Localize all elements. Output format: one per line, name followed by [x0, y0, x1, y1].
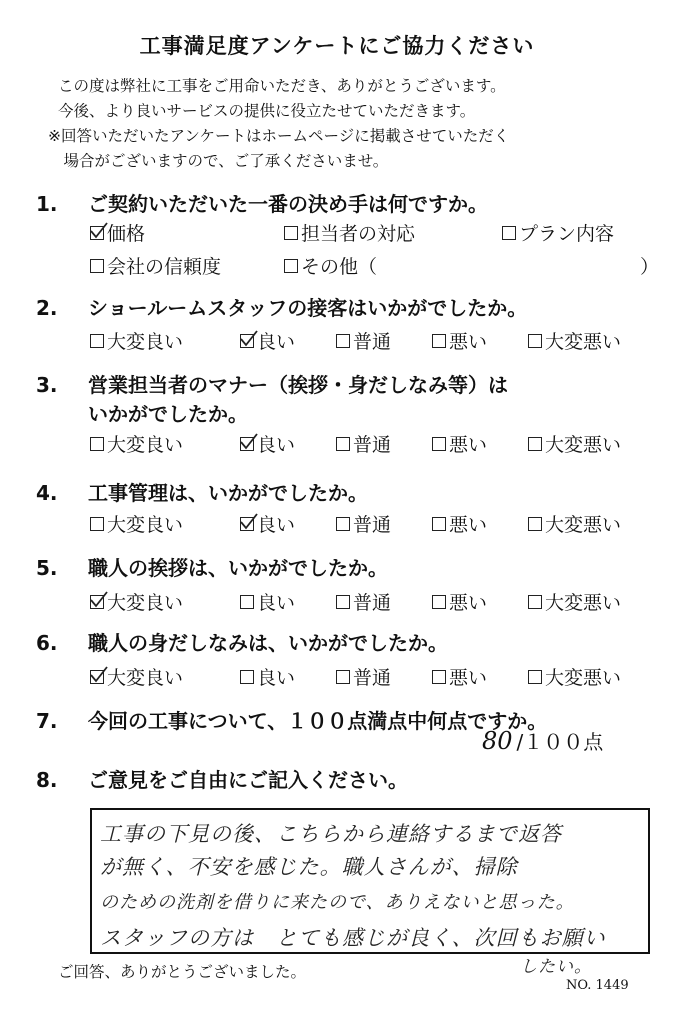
checkbox[interactable] [432, 517, 446, 531]
question-text: ショールームスタッフの接客はいかがでしたか。 [88, 296, 528, 320]
checkbox[interactable] [284, 259, 298, 273]
q6-option-normal[interactable] [336, 663, 391, 690]
option-label: 良い [257, 592, 296, 614]
q1-option-trust[interactable] [90, 252, 221, 279]
q2-option-very-good[interactable] [90, 327, 183, 354]
question-5 [36, 552, 388, 581]
q5-option-very-bad[interactable] [528, 588, 621, 615]
question-number: 2. [36, 296, 58, 320]
q6-option-good[interactable] [240, 663, 295, 690]
option-label: その他（ [301, 256, 378, 278]
comment-line-2: が無く、不安を感じた。職人さんが、掃除 [100, 855, 518, 879]
q1-option-price[interactable] [90, 219, 145, 246]
checkbox[interactable] [284, 226, 298, 240]
comment-line-3: のための洗剤を借りに来たので、ありえないと思った。 [100, 892, 575, 913]
score-suffix: /１００点 [516, 730, 604, 754]
checkbox[interactable] [528, 670, 542, 684]
checkbox-checked[interactable] [90, 226, 104, 240]
checkbox[interactable] [528, 595, 542, 609]
checkbox[interactable] [432, 595, 446, 609]
option-label: 悪い [449, 592, 488, 614]
question-number: 5. [36, 556, 58, 580]
q3-option-bad[interactable] [432, 430, 487, 457]
paren-close: ） [640, 256, 660, 278]
q6-option-very-bad[interactable] [528, 663, 621, 690]
q3-option-very-bad[interactable] [528, 430, 621, 457]
checkbox[interactable] [336, 334, 350, 348]
question-number: 3. [36, 373, 58, 397]
q2-option-very-bad[interactable] [528, 327, 621, 354]
intro-line-4: 場合がございますので、ご了承くださいませ。 [48, 152, 389, 170]
q3-option-good[interactable] [240, 430, 295, 457]
question-number: 7. [36, 709, 58, 733]
checkbox-checked[interactable] [240, 334, 254, 348]
option-label: 大変悪い [545, 331, 622, 353]
checkbox[interactable] [432, 670, 446, 684]
question-text: 今回の工事について、１００点満点中何点ですか。 [88, 709, 548, 733]
option-label: 悪い [449, 514, 488, 536]
q4-option-very-bad[interactable] [528, 510, 621, 537]
checkbox[interactable] [336, 595, 350, 609]
q6-option-very-good[interactable] [90, 663, 183, 690]
question-text: 工事管理は、いかがでしたか。 [88, 481, 368, 505]
q4-option-good[interactable] [240, 510, 295, 537]
option-label: 良い [257, 667, 296, 689]
option-label: 担当者の対応 [301, 223, 416, 245]
checkbox-checked[interactable] [90, 595, 104, 609]
option-label: 普通 [353, 514, 392, 536]
option-label: 普通 [353, 434, 392, 456]
question-text: ご契約いただいた一番の決め手は何ですか。 [88, 192, 488, 216]
option-label: 大変良い [107, 331, 184, 353]
q4-option-normal[interactable] [336, 510, 391, 537]
document-number: NO. 1449 [566, 978, 629, 993]
option-label: 会社の信頼度 [107, 256, 222, 278]
q2-option-normal[interactable] [336, 327, 391, 354]
option-label: 大変良い [107, 592, 184, 614]
checkbox[interactable] [90, 259, 104, 273]
question-number: 1. [36, 192, 58, 216]
question-number: 4. [36, 481, 58, 505]
form-title: 工事満足度アンケートにご協力ください [139, 34, 535, 58]
checkbox[interactable] [502, 226, 516, 240]
option-label: 普通 [353, 667, 392, 689]
option-label: 大変悪い [545, 592, 622, 614]
checkbox[interactable] [528, 517, 542, 531]
question-1 [36, 188, 488, 217]
question-3-text-cont: いかがでしたか。 [88, 402, 248, 426]
checkbox[interactable] [336, 437, 350, 451]
checkbox[interactable] [90, 517, 104, 531]
option-label: 良い [257, 434, 296, 456]
option-label: 大変悪い [545, 434, 622, 456]
comment-line-5: したい。 [520, 957, 592, 977]
q2-option-bad[interactable] [432, 327, 487, 354]
q2-option-good[interactable] [240, 327, 295, 354]
question-text: 職人の挨拶は、いかがでしたか。 [88, 556, 388, 580]
q5-option-normal[interactable] [336, 588, 391, 615]
checkbox[interactable] [432, 334, 446, 348]
checkbox[interactable] [336, 670, 350, 684]
checkbox[interactable] [240, 670, 254, 684]
option-label: 価格 [107, 223, 146, 245]
option-label: 悪い [449, 434, 488, 456]
checkbox[interactable] [336, 517, 350, 531]
checkbox[interactable] [240, 595, 254, 609]
option-label: 良い [257, 331, 296, 353]
option-label: 大変良い [107, 667, 184, 689]
comment-line-4: スタッフの方は とても感じが良く、次回もお願い [100, 926, 606, 950]
q5-option-good[interactable] [240, 588, 295, 615]
question-8 [36, 764, 408, 793]
q3-option-normal[interactable] [336, 430, 391, 457]
checkbox-checked[interactable] [240, 517, 254, 531]
q1-option-other[interactable] [284, 252, 377, 279]
checkbox[interactable] [528, 437, 542, 451]
option-label: 大変良い [107, 514, 184, 536]
option-label: 悪い [449, 667, 488, 689]
checkbox[interactable] [90, 334, 104, 348]
q4-option-bad[interactable] [432, 510, 487, 537]
comment-line-1: 工事の下見の後、こちらから連絡するまで返答 [100, 822, 562, 846]
question-number: 8. [36, 768, 58, 792]
intro-line-1: この度は弊社に工事をご用命いただき、ありがとうございます。 [58, 77, 506, 95]
question-6 [36, 627, 448, 656]
option-label: 普通 [353, 592, 392, 614]
checkbox[interactable] [528, 334, 542, 348]
q5-option-very-good[interactable] [90, 588, 183, 615]
option-label: プラン内容 [519, 223, 615, 245]
question-text: ご意見をご自由にご記入ください。 [88, 768, 408, 792]
option-label: 普通 [353, 331, 392, 353]
option-label: 大変悪い [545, 514, 622, 536]
score-handwritten[interactable]: 80 [482, 727, 513, 755]
q5-option-bad[interactable] [432, 588, 487, 615]
option-label: 良い [257, 514, 296, 536]
q1-option-plan[interactable] [502, 219, 614, 246]
intro-line-3: ※回答いただいたアンケートはホームページに掲載させていただく [48, 127, 510, 145]
option-label: 大変悪い [545, 667, 622, 689]
score-answer [482, 726, 603, 755]
q4-option-very-good[interactable] [90, 510, 183, 537]
q1-option-staff[interactable] [284, 219, 415, 246]
question-text: 職人の身だしなみは、いかがでしたか。 [88, 631, 448, 655]
checkbox[interactable] [432, 437, 446, 451]
question-2 [36, 292, 527, 321]
option-label: 悪い [449, 331, 488, 353]
checkbox-checked[interactable] [90, 670, 104, 684]
checkbox-checked[interactable] [240, 437, 254, 451]
option-label: 大変良い [107, 434, 184, 456]
question-4 [36, 477, 368, 506]
checkbox[interactable] [90, 437, 104, 451]
question-number: 6. [36, 631, 58, 655]
question-text: 営業担当者のマナー（挨拶・身だしなみ等）は [88, 373, 508, 397]
intro-line-2: 今後、より良いサービスの提供に役立たせていただきます。 [58, 102, 476, 120]
q3-option-very-good[interactable] [90, 430, 183, 457]
question-7 [36, 705, 547, 734]
question-3 [36, 369, 508, 398]
footer-thanks: ご回答、ありがとうございました。 [58, 963, 307, 981]
q6-option-bad[interactable] [432, 663, 487, 690]
